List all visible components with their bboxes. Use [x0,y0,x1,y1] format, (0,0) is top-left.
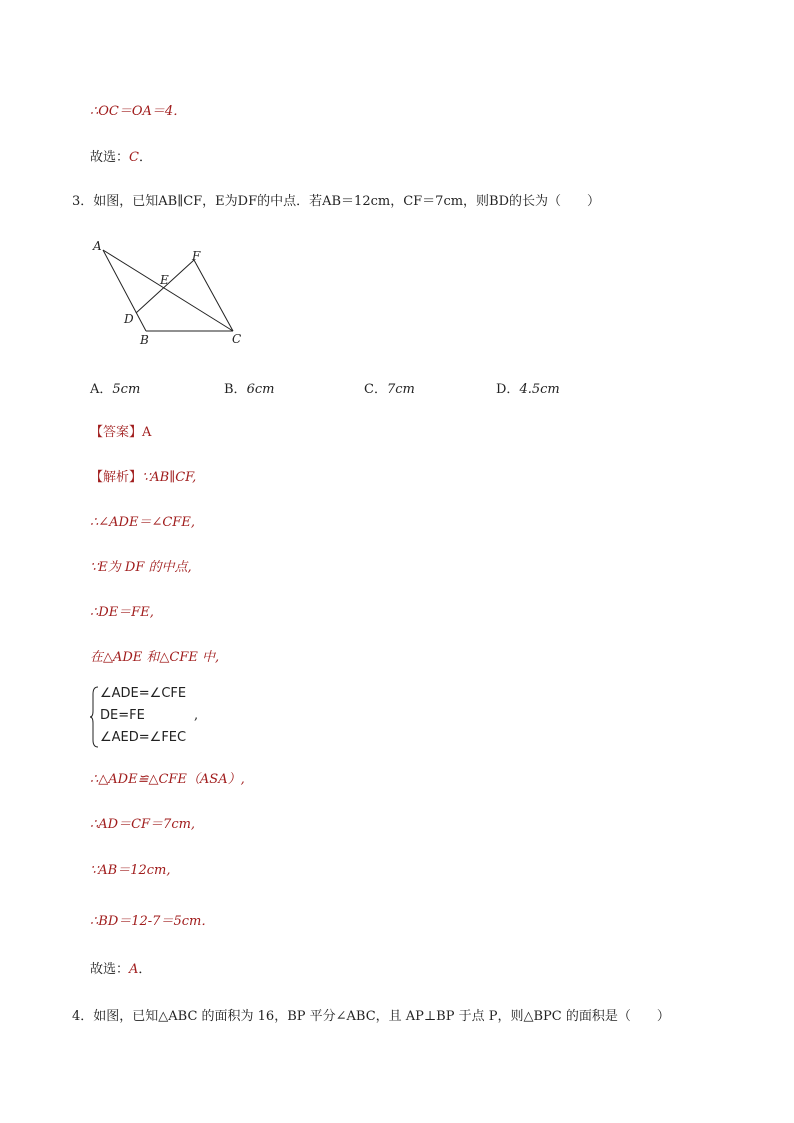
analysis-line-7: ∴AD＝CF＝7cm, [90,817,196,832]
system-eq-2: DE=FE [100,708,145,723]
label-E: E [160,273,169,287]
analysis-line-9: ∴BD＝12-7＝5cm． [90,914,215,929]
prev-conclusion: ∴OC＝OA＝4． [90,104,187,119]
system-eq-3: ∠AED=∠FEC [100,730,187,745]
equation-system [90,686,250,748]
option-c: C．7cm [364,382,415,397]
option-d: D．4.5cm [496,382,560,397]
answer [90,424,151,442]
analysis-line-4: ∴DE＝FE, [90,605,154,620]
system-eq-1: ∠ADE=∠CFE [100,686,187,701]
label-C: C [232,332,242,346]
label-F: F [192,249,201,263]
analysis-line-1: 【解析】∵AB∥CF, [90,470,197,485]
answer-value: A [142,425,152,440]
option-a: A．5cm [90,382,141,397]
option-b: B．6cm [224,382,275,397]
label-B: B [140,333,149,347]
label-A: A [93,239,102,253]
prev-choose [90,149,152,167]
analysis-line-5: 在△ADE 和△CFE 中, [90,650,220,665]
analysis-line-3: ∵E为 DF 的中点, [90,560,192,575]
segment-FC [194,260,233,331]
choose-label: 故选： [90,150,130,165]
choose-end: ． [138,150,152,165]
q4-text: 4．如图，已知△ABC 的面积为 16，BP 平分∠ABC，且 AP⊥BP 于点 P，则△BPC 的面积是（ ） [72,1009,670,1024]
analysis-line-2: ∴∠ADE＝∠CFE, [90,515,195,530]
analysis-line-8: ∵AB＝12cm, [90,863,171,878]
q3-figure [88,236,258,348]
system-comma: , [194,708,199,723]
segment-AC [103,250,233,331]
q3-text: 3．如图，已知AB∥CF，E为DF的中点．若AB＝12cm，CF＝7cm，则BD的长为（ ） [72,194,601,209]
answer-tag: 【答案】 [90,425,143,440]
analysis-line-6: ∴△ADE≌△CFE（ASA）, [90,772,245,787]
left-brace-icon [90,686,100,748]
label-D: D [124,312,134,326]
choose-value: C [129,150,139,165]
analysis-tag: 【解析】 [90,470,143,485]
q3-choose: 故选：A． [90,962,152,977]
